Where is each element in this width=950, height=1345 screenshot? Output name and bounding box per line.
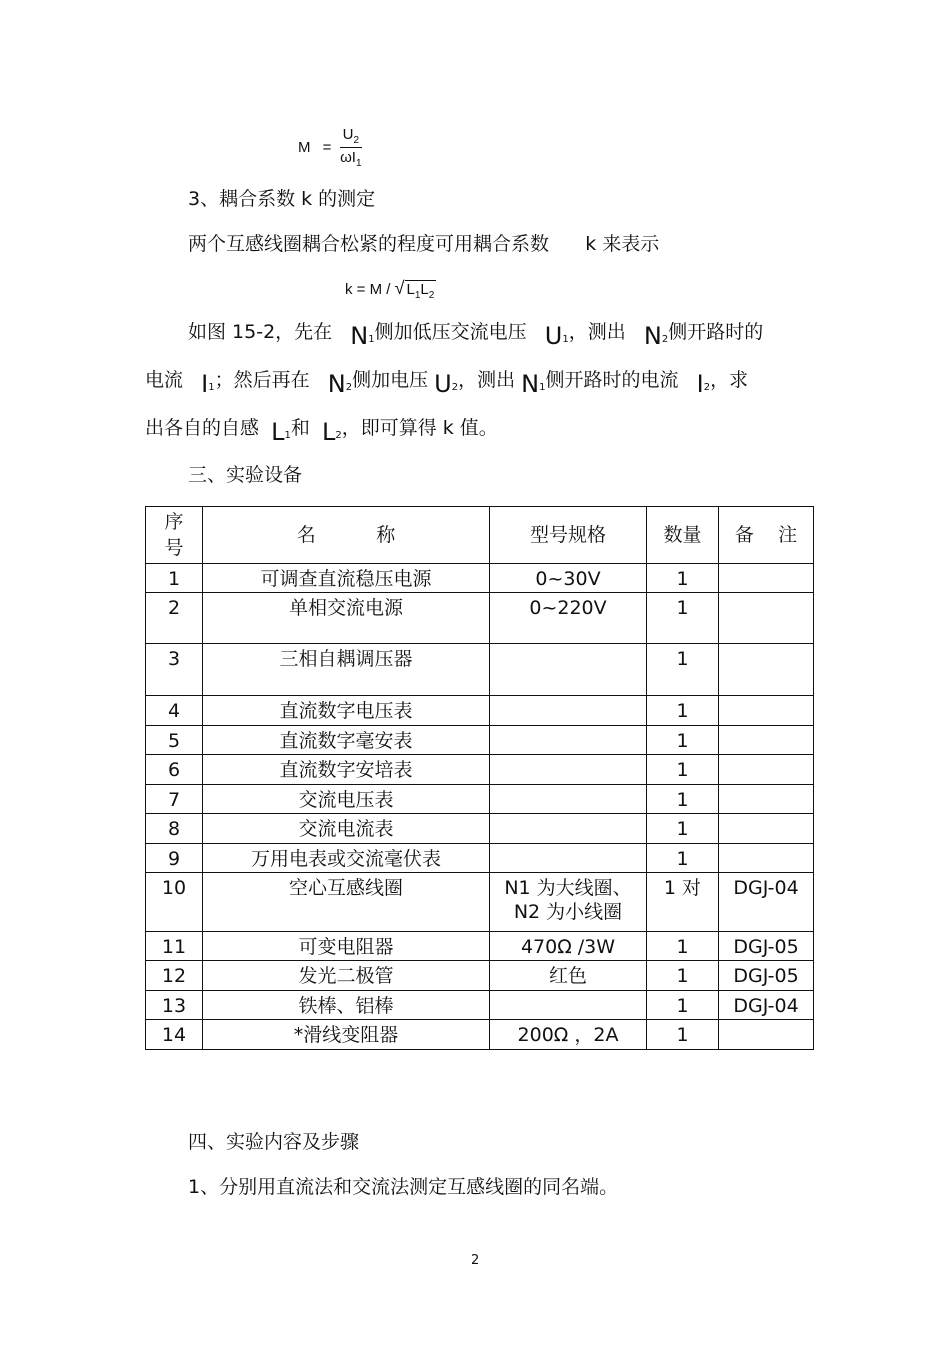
cell-index: 12 [146, 961, 203, 991]
cell-name: 空心互感线圈 [203, 873, 490, 932]
cell-name: 直流数字安培表 [203, 755, 490, 785]
cell-index: 3 [146, 644, 203, 696]
cell-index: 7 [146, 785, 203, 814]
sqrt-symbol: √ [394, 278, 405, 298]
table-row [146, 785, 814, 814]
cell-name: 直流数字毫安表 [203, 726, 490, 755]
table-row [146, 932, 814, 961]
cell-quantity: 1 [647, 844, 719, 873]
formula-fraction [340, 126, 362, 169]
cell-index: 9 [146, 844, 203, 873]
cell-name: 直流数字电压表 [203, 696, 490, 726]
section-3-title: 3、耦合系数 k 的测定 [188, 188, 376, 210]
cell-index: 6 [146, 755, 203, 785]
cell-index: 10 [146, 873, 203, 932]
cell-name: *滑线变阻器 [203, 1020, 490, 1050]
equipment-table [145, 506, 814, 1050]
cell-spec [490, 726, 647, 755]
cell-remark [719, 696, 814, 726]
cell-quantity: 1 [647, 932, 719, 961]
table-row [146, 593, 814, 644]
cell-remark [719, 785, 814, 814]
cell-quantity: 1 [647, 644, 719, 696]
formula-coupling-coefficient [345, 278, 436, 301]
cell-name: 交流电流表 [203, 814, 490, 844]
header-quantity: 数量 [647, 507, 719, 564]
header-name: 名 称 [203, 507, 490, 564]
cell-quantity: 1 [647, 593, 719, 644]
header-index-text: 序号 [164, 511, 184, 559]
cell-remark [719, 644, 814, 696]
cell-quantity: 1 对 [647, 873, 719, 932]
cell-remark [719, 564, 814, 593]
cell-spec [490, 755, 647, 785]
section-4-title: 四、实验内容及步骤 [188, 1131, 360, 1153]
formula-lhs: M [298, 139, 311, 156]
cell-quantity: 1 [647, 991, 719, 1020]
table-row [146, 814, 814, 844]
cell-remark: DGJ-04 [719, 991, 814, 1020]
cell-remark: DGJ-05 [719, 932, 814, 961]
header-index [146, 507, 203, 564]
cell-quantity: 1 [647, 564, 719, 593]
cell-index: 4 [146, 696, 203, 726]
cell-index: 14 [146, 1020, 203, 1050]
table-row [146, 844, 814, 873]
cell-quantity: 1 [647, 814, 719, 844]
table-row [146, 873, 814, 932]
header-spec: 型号规格 [490, 507, 647, 564]
cell-spec: 0~220V [490, 593, 647, 644]
cell-name: 单相交流电源 [203, 593, 490, 644]
table-header-row [146, 507, 814, 564]
cell-quantity: 1 [647, 755, 719, 785]
cell-index: 5 [146, 726, 203, 755]
cell-spec [490, 844, 647, 873]
paragraph-line-2: 电流 $I_1$；然后再在 $N_2$侧加电压 $U_2$，测出 $N_1$侧开路时的电流 $I_2$，求 [145, 369, 749, 398]
cell-quantity: 1 [647, 1020, 719, 1050]
cell-remark [719, 814, 814, 844]
cell-index: 13 [146, 991, 203, 1020]
formula-k-lhs: k = M / [345, 281, 391, 298]
cell-quantity: 1 [647, 726, 719, 755]
cell-spec: 470Ω /3W [490, 932, 647, 961]
table-row [146, 991, 814, 1020]
formula-mutual-inductance [298, 126, 362, 169]
cell-remark [719, 844, 814, 873]
cell-remark: DGJ-05 [719, 961, 814, 991]
cell-spec [490, 696, 647, 726]
section-3-intro: 两个互感线圈耦合松紧的程度可用耦合系数 k 来表示 [188, 233, 660, 255]
cell-spec [490, 785, 647, 814]
step-1-text: 1、分别用直流法和交流法测定互感线圈的同名端。 [188, 1176, 619, 1198]
formula-numerator: $U_2$ [340, 126, 362, 148]
table-row [146, 961, 814, 991]
cell-remark [719, 726, 814, 755]
table-row [146, 564, 814, 593]
section-equipment-title: 三、实验设备 [188, 464, 303, 486]
cell-index: 1 [146, 564, 203, 593]
cell-name: 可变电阻器 [203, 932, 490, 961]
cell-spec [490, 814, 647, 844]
cell-quantity: 1 [647, 696, 719, 726]
formula-equals: = [322, 139, 332, 156]
cell-remark [719, 1020, 814, 1050]
table-row [146, 644, 814, 696]
cell-index: 8 [146, 814, 203, 844]
cell-spec: 0~30V [490, 564, 647, 593]
cell-name: 可调查直流稳压电源 [203, 564, 490, 593]
sqrt-radicand: $L_1L_2$ [406, 281, 435, 301]
cell-remark: DGJ-04 [719, 873, 814, 932]
cell-index: 2 [146, 593, 203, 644]
table-row [146, 726, 814, 755]
cell-spec-text: N1 为大线圈、N2 为小线圈 [504, 877, 632, 923]
formula-denominator: $\omega I_1$ [340, 149, 362, 169]
cell-remark [719, 755, 814, 785]
cell-spec [490, 873, 647, 932]
cell-name: 三相自耦调压器 [203, 644, 490, 696]
cell-index: 11 [146, 932, 203, 961]
cell-name: 发光二极管 [203, 961, 490, 991]
cell-quantity: 1 [647, 785, 719, 814]
paragraph-line-1: 如图 15-2，先在 $N_1$侧加低压交流电压 $U_1$，测出 $N_2$侧开路时的 [188, 321, 764, 350]
page-number: 2 [471, 1253, 480, 1268]
cell-name: 万用电表或交流毫伏表 [203, 844, 490, 873]
cell-spec: 200Ω ，2A [490, 1020, 647, 1050]
cell-spec [490, 644, 647, 696]
header-remark: 备 注 [719, 507, 814, 564]
paragraph-line-3: 出各自的自感 $L_1$和 $L_2$，即可算得 k 值。 [145, 417, 498, 446]
table-row [146, 696, 814, 726]
cell-quantity: 1 [647, 961, 719, 991]
cell-name: 交流电压表 [203, 785, 490, 814]
table-row [146, 755, 814, 785]
table-row [146, 1020, 814, 1050]
cell-spec [490, 991, 647, 1020]
cell-remark [719, 593, 814, 644]
cell-spec: 红色 [490, 961, 647, 991]
cell-name: 铁棒、铝棒 [203, 991, 490, 1020]
